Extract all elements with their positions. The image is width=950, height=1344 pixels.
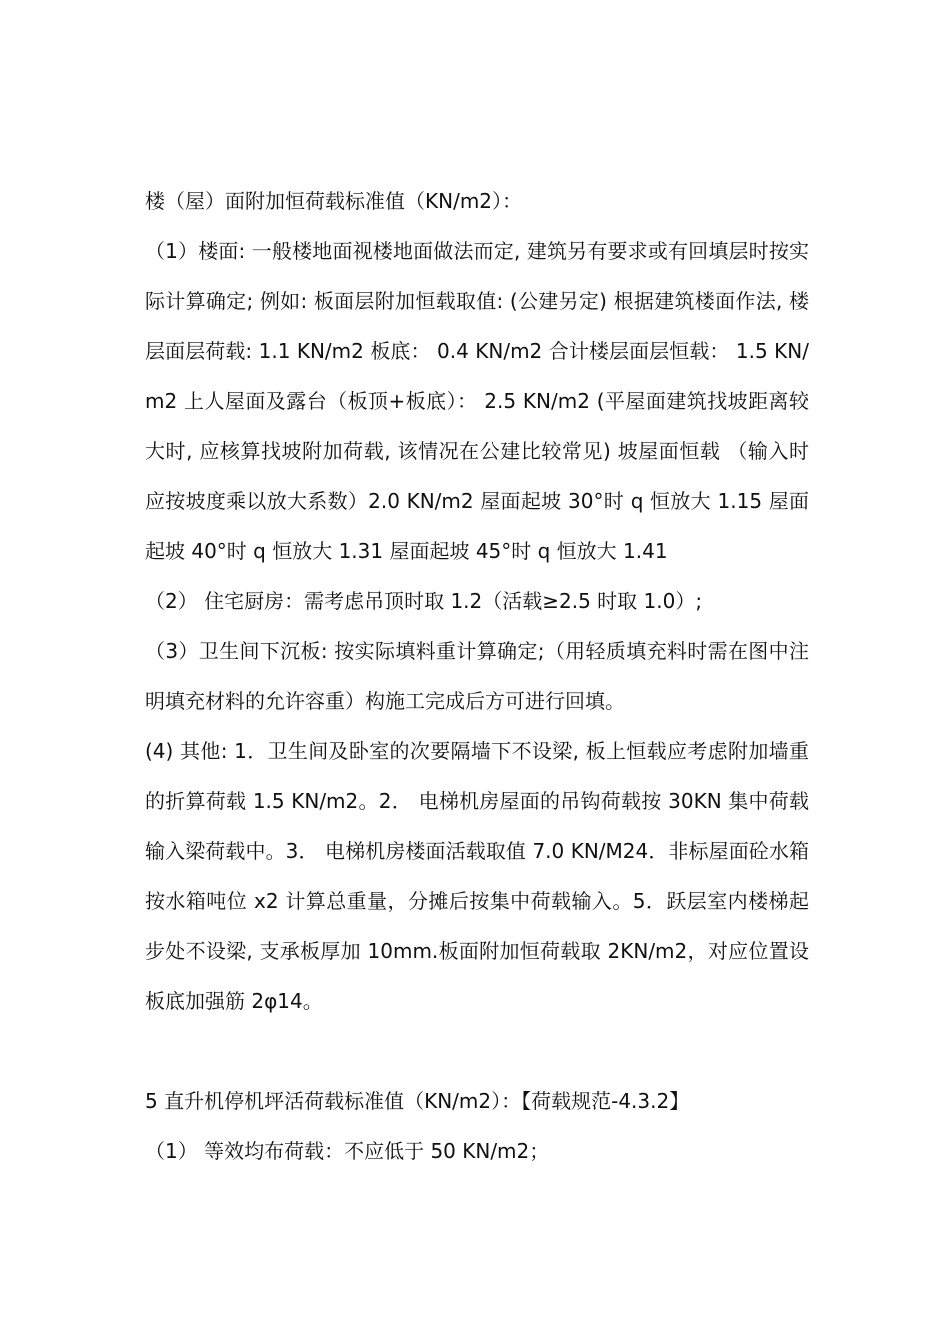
paragraph-helipad-item-1: （1） 等效均布荷载：不应低于 50 KN/m2；: [145, 1139, 550, 1163]
paragraph-spacer: [145, 1026, 809, 1076]
paragraph-floor-item-1: （1）楼面: 一般楼地面视楼地面做法而定, 建筑另有要求或有回填层时按实际计算确定; 例如: 板面层附加恒载取值: (公建另定) 根据建筑楼面作法, 楼层面层荷载: 1.1 KN/m2 板底： 0.4 KN/m2 合计楼层面层恒载： 1.5 KN/m2 上人屋面及露台（板顶+板底）： 2.5 KN/m2 (平屋面建筑找坡距离较大时, 应核算找坡附加荷载, 该情况在公建比较常见) 坡屋面恒载 （输入时应按坡度乘以放大系数）2.0 KN/m2 屋面起坡 30°时 q 恒放大 1.15 屋面起坡 40°时 q 恒放大 1.31 屋面起坡 45°时 q 恒放大 1.41: [145, 239, 809, 563]
document-body: [145, 176, 809, 1176]
paragraph-kitchen-item-2: （2） 住宅厨房：需考虑吊顶时取 1.2（活载≥2.5 时取 1.0）;: [145, 589, 703, 613]
paragraph-other-item-4: (4) 其他: 1．卫生间及卧室的次要隔墙下不设梁, 板上恒载应考虑附加墙重的折算荷载 1.5 KN/m2。2． 电梯机房屋面的吊钩荷载按 30KN 集中荷载输入梁荷载中。3． 电梯机房楼面活载取值 7.0 KN/M24．非标屋面砼水箱按水箱吨位 x2 计算总重量，分摊后按集中荷载输入。5．跃层室内楼梯起步处不设梁, 支承板厚加 10mm.板面附加恒荷载取 2KN/m2，对应位置设板底加强筋 2φ14。: [145, 739, 809, 1013]
section-heading-floor-dead-load: 楼（屋）面附加恒荷载标准值（KN/m2）：: [145, 189, 523, 213]
section-heading-helipad-live-load: 5 直升机停机坪活荷载标准值（KN/m2）：【荷载规范-4.3.2】: [145, 1089, 690, 1113]
paragraph-bathroom-item-3: （3）卫生间下沉板: 按实际填料重计算确定;（用轻质填充料时需在图中注明填充材料的允许容重）构施工完成后方可进行回填。: [145, 639, 809, 713]
